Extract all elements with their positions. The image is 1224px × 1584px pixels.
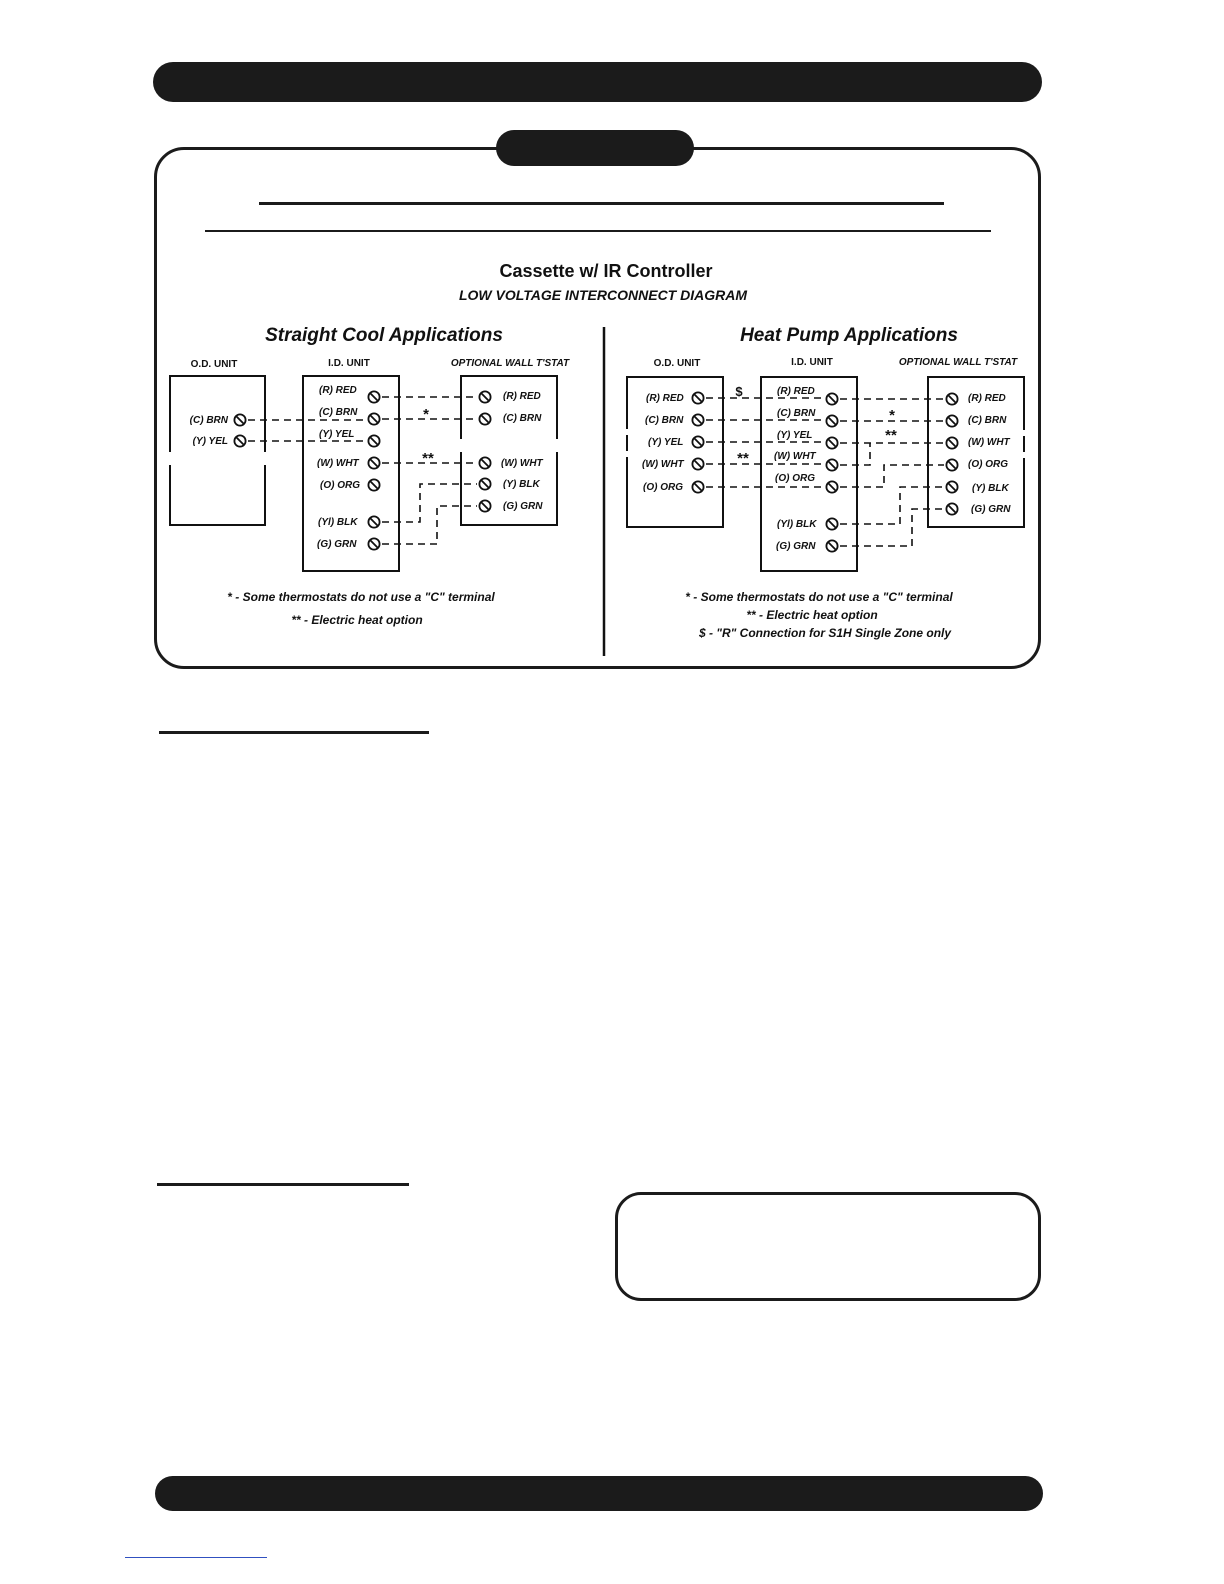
hp-od-term-y: (Y) YEL xyxy=(648,437,684,448)
hp-id-term-g: (G) GRN xyxy=(776,541,816,552)
hp-id-term-o: (O) ORG xyxy=(775,473,815,484)
hp-id-header: I.D. UNIT xyxy=(791,357,833,368)
hp-id-term-r: (R) RED xyxy=(777,386,815,397)
sc-od-term-y: (Y) YEL xyxy=(192,436,228,447)
sc-tstat-term-r: (R) RED xyxy=(503,391,541,402)
hp-od-header: O.D. UNIT xyxy=(653,358,701,369)
hp-mark-c: * xyxy=(889,407,895,424)
diagram-subtitle: LOW VOLTAGE INTERCONNECT DIAGRAM xyxy=(458,287,748,303)
hp-mark-w: ** xyxy=(885,427,897,444)
hp-note-3: $ - "R" Connection for S1H Single Zone only xyxy=(698,626,952,640)
sc-id-term-o: (O) ORG xyxy=(320,480,360,491)
sc-mark-c: * xyxy=(423,406,429,423)
sc-tstat-term-w: (W) WHT xyxy=(501,458,543,469)
straight-cool-section xyxy=(167,325,570,627)
sc-od-term-c: (C) BRN xyxy=(189,415,228,426)
hp-od-term-c: (C) BRN xyxy=(645,415,684,426)
hp-tstat-header: OPTIONAL WALL T'STAT xyxy=(898,357,1018,368)
hp-mark-r: $ xyxy=(735,384,743,399)
hp-tstat-term-c: (C) BRN xyxy=(968,415,1007,426)
hp-tstat-term-g: (G) GRN xyxy=(971,504,1011,515)
hp-od-term-w: (W) WHT xyxy=(642,459,684,470)
sc-od-header: O.D. UNIT xyxy=(190,359,238,370)
hp-tstat-term-o: (O) ORG xyxy=(968,459,1008,470)
sc-id-term-yl: (Yl) BLK xyxy=(318,517,358,528)
sc-note-2: ** - Electric heat option xyxy=(291,613,423,627)
sc-heading: Straight Cool Applications xyxy=(265,325,503,346)
sc-tstat-term-g: (G) GRN xyxy=(503,501,543,512)
sc-id-term-r: (R) RED xyxy=(319,385,357,396)
hp-tstat-term-r: (R) RED xyxy=(968,393,1006,404)
hp-tstat-term-w: (W) WHT xyxy=(968,437,1010,448)
sc-tstat-header: OPTIONAL WALL T'STAT xyxy=(450,358,570,369)
diagram-title: Cassette w/ IR Controller xyxy=(499,261,713,281)
hp-note-2: ** - Electric heat option xyxy=(746,608,878,622)
sc-note-1: * - Some thermostats do not use a "C" terminal xyxy=(227,590,495,604)
sc-id-term-c: (C) BRN xyxy=(319,407,358,418)
hp-tstat-term-y: (Y) BLK xyxy=(972,483,1009,494)
heat-pump-section xyxy=(624,325,1027,640)
hp-id-term-c: (C) BRN xyxy=(777,408,816,419)
sc-tstat-term-c: (C) BRN xyxy=(503,413,542,424)
hp-mark-w-od: ** xyxy=(737,450,749,467)
hp-od-term-o: (O) ORG xyxy=(643,482,683,493)
hp-od-term-r: (R) RED xyxy=(646,393,684,404)
sc-tstat-term-y: (Y) BLK xyxy=(503,479,540,490)
hp-heading: Heat Pump Applications xyxy=(740,325,958,346)
sc-id-term-g: (G) GRN xyxy=(317,539,357,550)
sc-id-term-w: (W) WHT xyxy=(317,458,359,469)
sc-id-header: I.D. UNIT xyxy=(328,358,370,369)
hp-id-term-w: (W) WHT xyxy=(774,451,816,462)
sc-id-term-y: (Y) YEL xyxy=(319,429,355,440)
hp-note-1: * - Some thermostats do not use a "C" terminal xyxy=(685,590,953,604)
sc-od-unit-box xyxy=(170,376,265,525)
sc-mark-w: ** xyxy=(422,450,434,467)
hp-id-term-y: (Y) YEL xyxy=(777,430,813,441)
hp-id-term-yl: (Yl) BLK xyxy=(777,519,817,530)
